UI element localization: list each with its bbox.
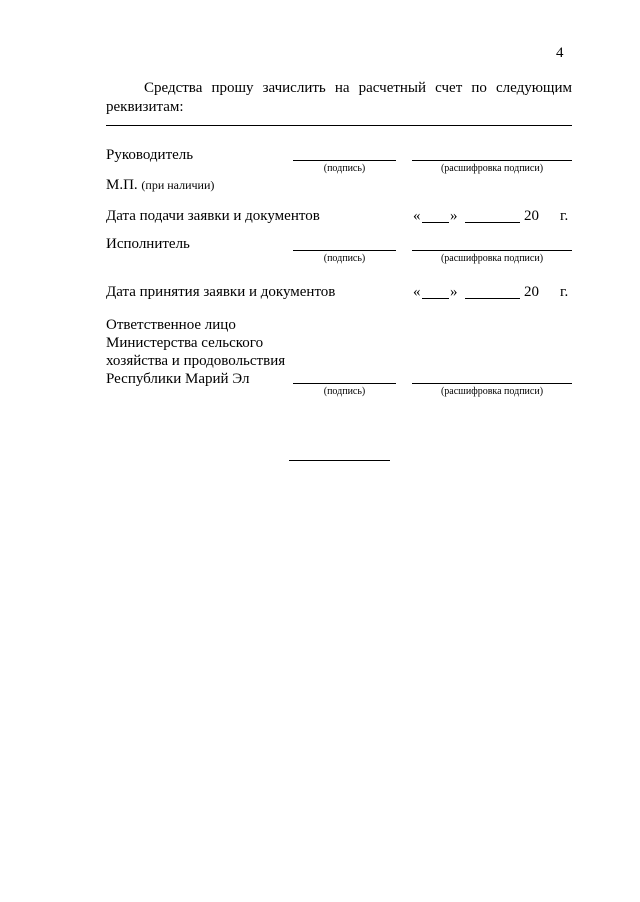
- submission-year-suffix: г.: [560, 208, 569, 224]
- submission-date-label: Дата подачи заявки и документов: [106, 208, 320, 224]
- acceptance-year-suffix: г.: [560, 284, 569, 300]
- executor-signature-line[interactable]: [293, 250, 396, 251]
- submission-month-field[interactable]: [465, 222, 520, 223]
- head-decryption-line[interactable]: [412, 160, 572, 161]
- signature-caption: (подпись): [323, 163, 366, 174]
- signature-caption: (подпись): [323, 386, 366, 397]
- executor-label: Исполнитель: [106, 236, 190, 252]
- acceptance-date-label: Дата принятия заявки и документов: [106, 284, 336, 300]
- stamp-note: (при наличии): [141, 178, 215, 192]
- responsible-decryption-line[interactable]: [412, 383, 572, 384]
- acceptance-quote-open: «: [413, 284, 421, 300]
- responsible-line-2: Министерства сельского: [106, 335, 264, 351]
- decryption-caption: (расшифровка подписи): [440, 253, 544, 264]
- responsible-signature-line[interactable]: [293, 383, 396, 384]
- intro-paragraph: Средства прошу зачислить на расчетный счет по следующим реквизитам:: [106, 80, 572, 115]
- submission-quote-open: «: [413, 208, 421, 224]
- submission-year-prefix: 20: [524, 208, 539, 224]
- stamp-abbrev: М.П.: [106, 177, 138, 193]
- head-label: Руководитель: [106, 147, 194, 163]
- head-signature-line[interactable]: [293, 160, 396, 161]
- stamp-label: [106, 176, 214, 194]
- requisites-line[interactable]: [106, 125, 572, 126]
- submission-day-field[interactable]: [422, 222, 449, 223]
- responsible-line-3: хозяйства и продовольствия: [106, 353, 286, 369]
- submission-quote-close: »: [450, 208, 458, 224]
- page-number: 4: [556, 45, 564, 61]
- acceptance-year-prefix: 20: [524, 284, 539, 300]
- acceptance-day-field[interactable]: [422, 298, 449, 299]
- end-divider: [289, 460, 390, 461]
- executor-decryption-line[interactable]: [412, 250, 572, 251]
- signature-caption: (подпись): [323, 253, 366, 264]
- responsible-line-1: Ответственное лицо: [106, 317, 236, 333]
- decryption-caption: (расшифровка подписи): [440, 386, 544, 397]
- acceptance-month-field[interactable]: [465, 298, 520, 299]
- decryption-caption: (расшифровка подписи): [440, 163, 544, 174]
- acceptance-quote-close: »: [450, 284, 458, 300]
- responsible-line-4: Республики Марий Эл: [106, 371, 250, 387]
